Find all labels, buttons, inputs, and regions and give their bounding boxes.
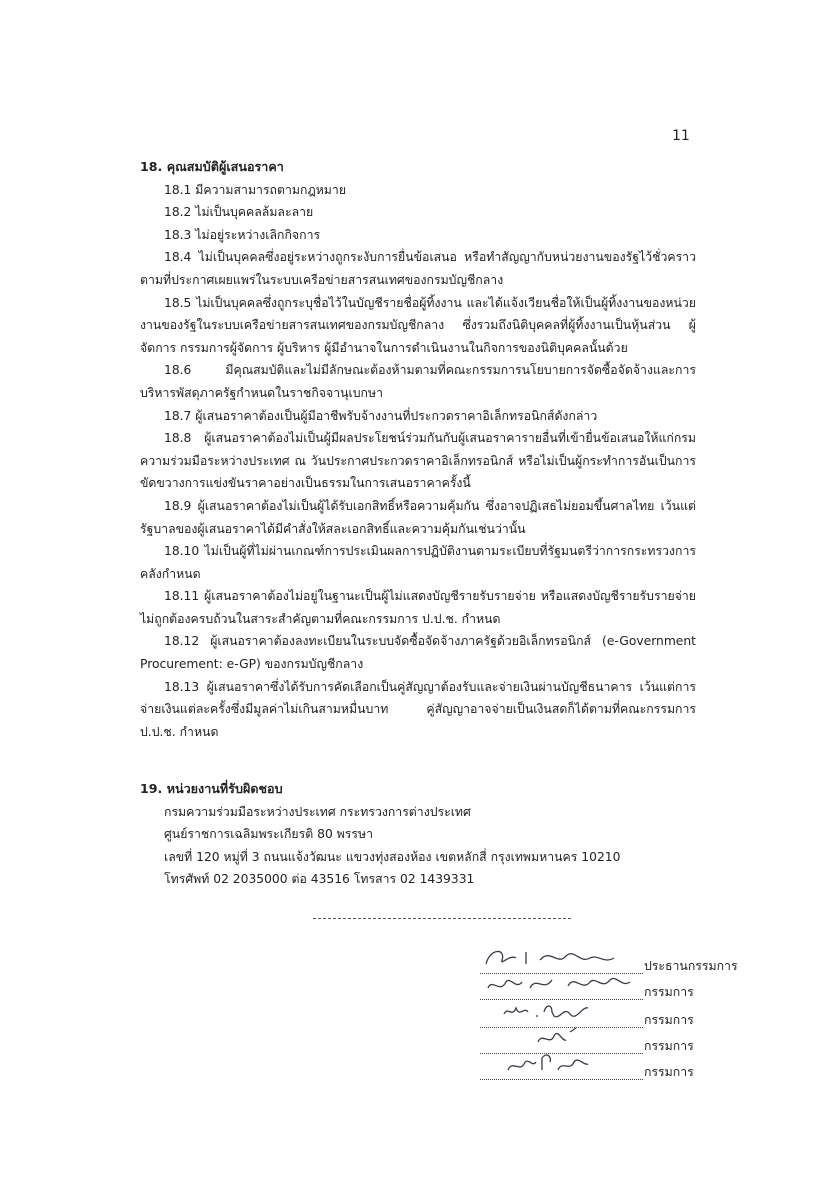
section-18-heading: 18. คุณสมบัติผู้เสนอราคา bbox=[140, 159, 284, 174]
qualification-item: 18.7 ผู้เสนอราคาต้องเป็นผู้มีอาชีพรับจ้างงานที่ประกวดราคาอิเล็กทรอนิกส์ดังกล่าว bbox=[164, 408, 598, 423]
qualification-item: 18.2 ไม่เป็นบุคคลล้มละลาย bbox=[164, 205, 314, 220]
handwritten-signature bbox=[480, 968, 640, 998]
agency-address: เลขที่ 120 หมู่ที่ 3 ถนนแจ้งวัฒนะ แขวงทุ่งสองห้อง เขตหลักสี่ กรุงเทพมหานคร 10210 bbox=[164, 849, 621, 864]
qualification-item: 18.3 ไม่อยู่ระหว่างเลิกกิจการ bbox=[164, 227, 321, 242]
qualification-item: 18.10 ไม่เป็นผู้ที่ไม่ผ่านเกณฑ์การประเมินผลการปฏิบัติงานตามระเบียบที่รัฐมนตรีว่าการกระทรวงการคลังกำหนด bbox=[140, 544, 696, 581]
qualification-item: 18.13 ผู้เสนอราคาซึ่งได้รับการคัดเลือกเป็นคู่สัญญาต้องรับและจ่ายเงินผ่านบัญชีธนาคาร เว้นแต่การจ่ายเงินแต่ละครั้งซึ่งมีมูลค่าไม่เกินสามหมื่นบาท คู่สัญญาอาจจ่ายเป็นเงินสดก็ได้ตามที่คณะกรรมการ ป.ป.ช. กำหนด bbox=[140, 679, 696, 739]
signature-line bbox=[480, 1079, 643, 1080]
signature-title: กรรมการ bbox=[644, 1039, 694, 1053]
section-qualifications bbox=[140, 156, 696, 743]
qualification-item: 18.6 มีคุณสมบัติและไม่มีลักษณะต้องห้ามตามที่คณะกรรมการนโยบายการจัดซื้อจัดจ้างและการบริหารพัสดุภาครัฐกำหนดในราชกิจจานุเบกษา bbox=[140, 363, 696, 400]
signature-title: กรรมการ bbox=[644, 1065, 694, 1079]
handwritten-signature bbox=[480, 1048, 640, 1078]
qualification-item: 18.5 ไม่เป็นบุคคลซึ่งถูกระบุชื่อไว้ในบัญชีรายชื่อผู้ทิ้งงาน และได้แจ้งเวียนชื่อให้เป็นผู้ทิ้งงานของหน่วยงานของรัฐในระบบเครือข่ายสารสนเทศของกรมบัญชีกลาง ซึ่งรวมถึงนิติบุคคลที่ผู้ทิ้งงานเป็นหุ้นส่วน ผู้จัดการ กรรมการผู้จัดการ ผู้บริหาร ผู้มีอำนาจในการดำเนินงานในกิจการของนิติบุคคลนั้นด้วย bbox=[140, 295, 696, 355]
signature-title: กรรมการ bbox=[644, 1013, 694, 1027]
section-19-heading: 19. หน่วยงานที่รับผิดชอบ bbox=[140, 781, 283, 796]
qualification-item: 18.12 ผู้เสนอราคาต้องลงทะเบียนในระบบจัดซื้อจัดจ้างภาครัฐด้วยอิเล็กทรอนิกส์ (e-Government Procurement: e-GP) ของกรมบัญชีกลาง bbox=[140, 634, 696, 672]
agency-center: ศูนย์ราชการเฉลิมพระเกียรติ 80 พรรษา bbox=[164, 827, 373, 842]
signature-title: กรรมการ bbox=[644, 985, 694, 999]
qualification-item: 18.11 ผู้เสนอราคาต้องไม่อยู่ในฐานะเป็นผู้ไม่แสดงบัญชีรายรับรายจ่าย หรือแสดงบัญชีรายรับรายจ่ายไม่ถูกต้องครบถ้วนในสาระสำคัญตามที่คณะกรรมการ ป.ป.ช. กำหนด bbox=[140, 589, 696, 626]
separator-line bbox=[313, 918, 571, 919]
signature-title: ประธานกรรมการ bbox=[644, 959, 738, 973]
section-responsible-agency bbox=[140, 778, 696, 891]
signature-row-member bbox=[480, 1058, 800, 1082]
page-number: 11 bbox=[672, 128, 690, 144]
agency-phone: โทรศัพท์ 02 2035000 ต่อ 43516 โทรสาร 02 1439331 bbox=[164, 872, 475, 887]
qualification-item: 18.1 มีความสามารถตามกฎหมาย bbox=[164, 182, 347, 197]
qualification-item: 18.9 ผู้เสนอราคาต้องไม่เป็นผู้ได้รับเอกสิทธิ์หรือความคุ้มกัน ซึ่งอาจปฏิเสธไม่ยอมขึ้นศาลไทย เว้นแต่รัฐบาลของผู้เสนอราคาได้มีคำสั่งให้สละเอกสิทธิ์และความคุ้มกันเช่นว่านั้น bbox=[140, 498, 696, 536]
qualification-item: 18.8 ผู้เสนอราคาต้องไม่เป็นผู้มีผลประโยชน์ร่วมกันกับผู้เสนอราคารายอื่นที่เข้ายื่นข้อเสนอให้แก่กรมความร่วมมือระหว่างประเทศ ณ วันประกาศประกวดราคาอิเล็กทรอนิกส์ หรือไม่เป็นผู้กระทำการอันเป็นการขัดขวางการแข่งขันราคาอย่างเป็นธรรมในการเสนอราคาครั้งนี้ bbox=[140, 431, 696, 491]
qualification-item: 18.4 ไม่เป็นบุคคลซึ่งอยู่ระหว่างถูกระงับการยื่นข้อเสนอ หรือทำสัญญากับหน่วยงานของรัฐไว้ชั่วคราวตามที่ประกาศเผยแพร่ในระบบเครือข่ายสารสนเทศของกรมบัญชีกลาง bbox=[140, 250, 696, 287]
agency-name: กรมความร่วมมือระหว่างประเทศ กระทรวงการต่างประเทศ bbox=[164, 804, 471, 819]
